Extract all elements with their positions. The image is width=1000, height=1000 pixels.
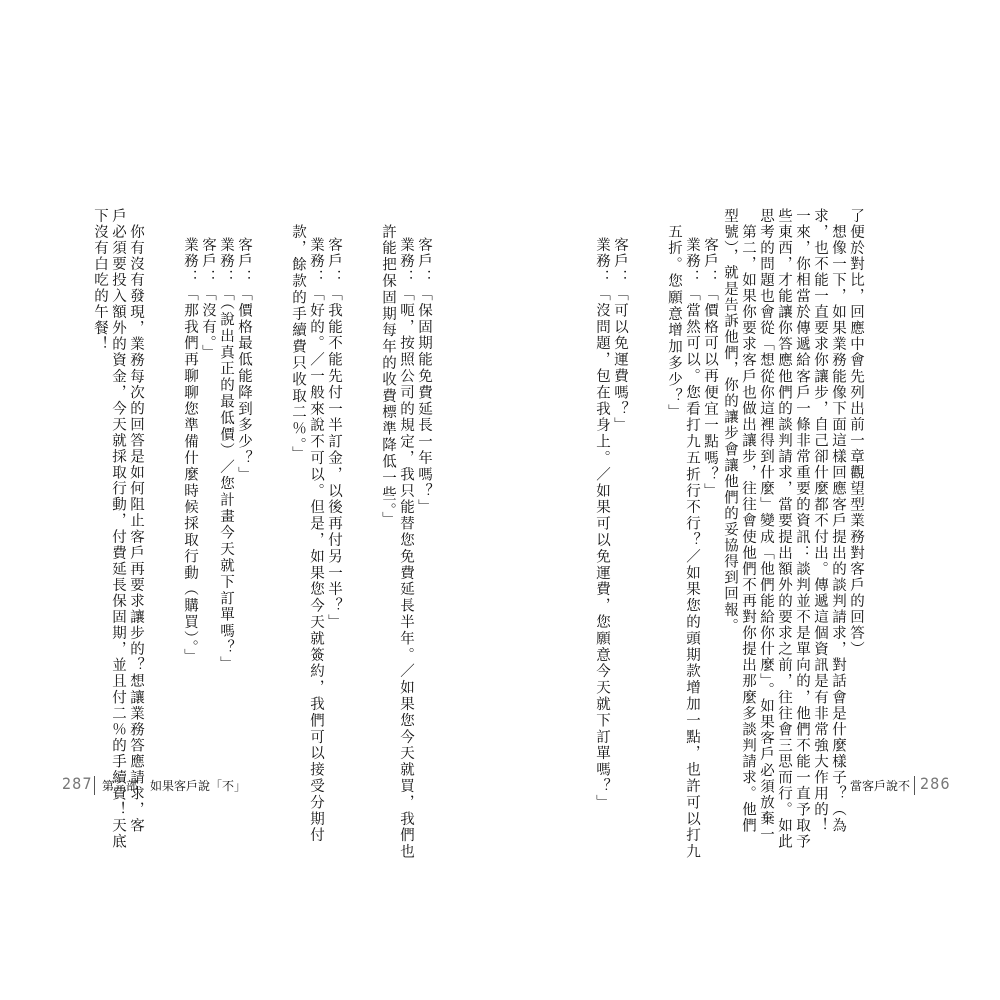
- left-dialogue-line-6: 款，餘款的手續費只收取二％。」: [290, 224, 306, 463]
- right-folio: 286: [920, 774, 951, 793]
- right-body-line-2: 第二，如果你要求客戶也做出讓步，往往會使他們不再對你提出那麼多談判請求。他們: [740, 208, 756, 834]
- left-dialogue-line-10: 業務：「那我們再聊聊您準備什麼時候採取行動（購買）。」: [182, 237, 198, 666]
- left-body-line-3: 下沒有白吃的午餐！: [92, 208, 108, 353]
- left-folio: 287: [62, 774, 93, 793]
- left-dialogue-line-2: 業務：「呃，按照公司的規定，我只能替您免費延長半年。／如果您今天就買，我們也: [398, 237, 414, 861]
- left-dialogue-line-9: 客戶：「沒有。」: [200, 237, 216, 361]
- left-dialogue-line-4: 客戶：「我能不能先付一半訂金，以後再付另一半？」: [326, 237, 342, 631]
- right-body-line-3: 思考的問題也會從「想從你這裡得到什麼」變成「他們能給你什麼」。如果客戶必須放棄一: [758, 208, 774, 843]
- left-running-head: 第三部 如果客戶說「不」: [102, 779, 247, 793]
- right-body-line-1: 型號），就是告訴他們，你的讓步會讓他們的妥協得到回報。: [722, 208, 738, 635]
- left-dialogue-line-7: 客戶：「價格最低能降到多少？」: [236, 237, 252, 483]
- right-running-head: 當客戶說不: [850, 779, 911, 793]
- right-dialogue-line-4: 客戶：「可以免運費嗎？」: [612, 237, 628, 434]
- right-dialogue-line-5: 業務：「沒問題，包在我身上。／如果可以免運費，您願意今天就下訂單嗎？」: [594, 237, 610, 811]
- left-dialogue-line-1: 客戶：「保固期能免費延長一年嗎？」: [416, 237, 432, 516]
- right-body-line-5: 一來，你相當於傳遞給客戶一條非常重要的資訊：談判並不是單向的，他們不能一直予取予: [794, 208, 810, 850]
- right-body-line-6: 求，也不能一直要求你讓步，自己卻什麼都不付出。傳遞這個資訊是有非常強大作用的！: [812, 208, 828, 834]
- left-folio-divider: [94, 776, 95, 795]
- left-body-line-1: 你有沒有發現，業務每次的回答是如何阻止客戶再要求讓步的？想讓業務答應請求，客: [128, 208, 144, 834]
- left-dialogue-line-3: 許能把保固期每年的收費標準降低一些。」: [380, 224, 396, 529]
- left-body-line-2: 戶必須要投入額外的資金，今天就採取行動，付費延長保固期，並且付二％的手續費！天底: [110, 208, 126, 850]
- right-folio-divider: [914, 776, 915, 795]
- right-body-line-4: 些東西，才能讓你答應他們的談判請求，當要提出額外的要求之前，往往會三思而行。如此: [776, 208, 792, 850]
- right-dialogue-line-1: 客戶：「價格可以再便宜一點嗎？」: [702, 237, 718, 500]
- right-dialogue-line-3: 五折。您願意增加多少？」: [666, 224, 682, 421]
- right-body-line-8: 了便於對比，回應中會先列出前一章觀望型業務對客戶的回答）: [848, 208, 864, 658]
- right-dialogue-line-2: 業務：「當然可以。您看打九五折行不行？／如果您的頭期款增加一點，也許可以打九: [684, 237, 700, 861]
- left-dialogue-line-5: 業務：「好的。／一般來說不可以。但是，如果您今天就簽約，我們可以接受分期付: [308, 237, 324, 844]
- right-body-line-7: 想像一下，如果業務能像下面這樣回應客戶提出的談判請求，對話會是什麼樣子？（為: [830, 208, 846, 834]
- left-dialogue-line-8: 業務：「（說出真正的最低價）／您計畫今天就下訂單嗎？」: [218, 237, 234, 673]
